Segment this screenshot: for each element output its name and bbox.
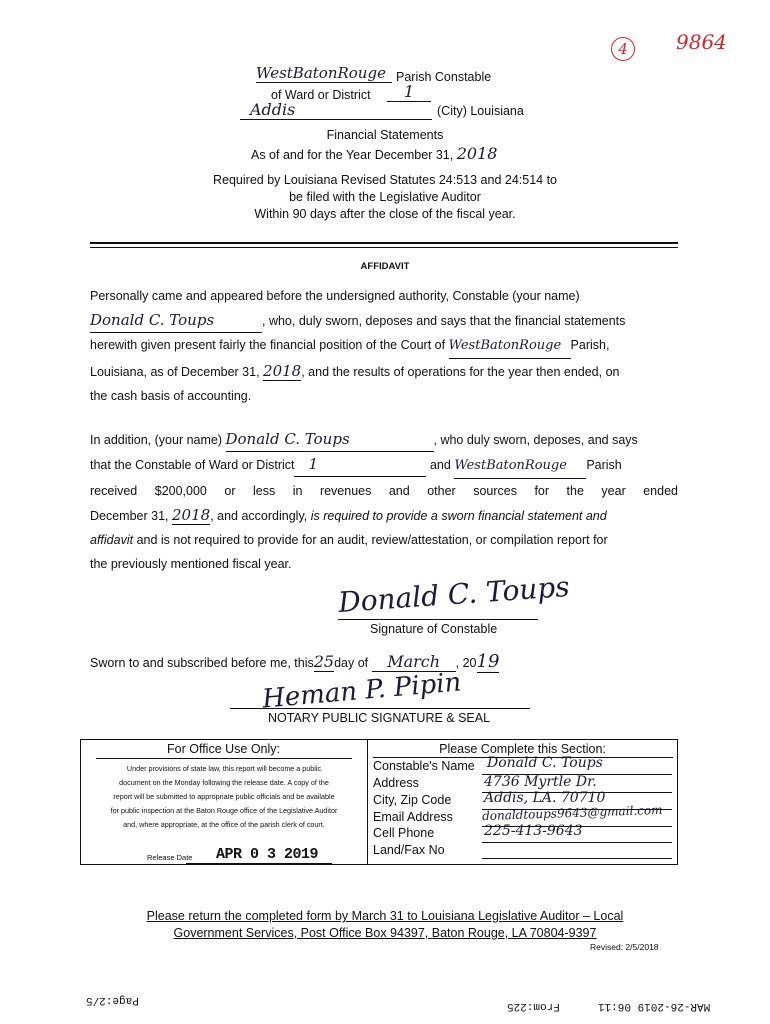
sworn-year: 19: [476, 651, 500, 672]
sworn-text-a: Sworn to and subscribed before me, this: [90, 656, 314, 670]
p1-year: 2018: [263, 362, 302, 380]
address-value: 4736 Myrtle Dr.: [484, 774, 597, 790]
p2-text-g: December 31,: [90, 509, 169, 523]
office-note-line-1: Under provisions of state law, this report will become a public: [126, 764, 322, 773]
fax-page-number: Page:2/5: [86, 994, 139, 1006]
return-instructions: [90, 908, 680, 942]
p1-line-1: [90, 284, 678, 308]
affidavit-paragraph-1: [90, 284, 678, 408]
p1-text-e: Louisiana, as of December 31,: [90, 365, 260, 379]
affidavit-title: AFFIDAVIT: [360, 261, 410, 272]
notary-signature-line: [230, 708, 530, 709]
constable-signature: Donald C. Toups: [337, 569, 571, 620]
return-line-1: Please return the completed form by March 31 to Louisiana Legislative Auditor – Local: [146, 909, 624, 923]
office-note-line-2: document on the Monday following the release date. A copy of the: [119, 778, 329, 787]
p2-line-2: [90, 452, 678, 479]
header-divider-top: [90, 242, 678, 244]
email-value: donaldtoups9643@gmail.com: [481, 802, 663, 824]
city-line: [240, 102, 540, 122]
p2-text-k: and is not required to provide for an audit, review/attestation, or compilation report for: [136, 533, 608, 547]
parish-constable-label: Parish Constable: [396, 70, 492, 84]
city-value: Addis: [240, 100, 432, 120]
as-of-year: 2018: [456, 144, 498, 163]
constable-signature-label: Signature of Constable: [370, 622, 498, 636]
sworn-day: 25: [313, 652, 335, 671]
as-of-label: As of and for the Year December 31,: [251, 148, 454, 162]
p2-line-6: the previously mentioned fiscal year.: [90, 557, 292, 571]
revised-date: Revised: 2/5/2018: [590, 942, 659, 952]
address-label: Address: [373, 776, 419, 790]
p2-text-i: is required to provide a sworn financial statement and: [310, 509, 607, 523]
p2-text-b: , who duly sworn, deposes, and says: [433, 433, 638, 447]
p2-text-d: and: [429, 458, 451, 472]
reference-number: 9864: [676, 30, 727, 54]
financial-statements-title: Financial Statements: [326, 128, 444, 142]
p2-text-j: affidavit: [90, 533, 134, 547]
ward-label: of Ward or District: [271, 88, 371, 102]
statute-line-2: be filed with the Legislative Auditor: [289, 190, 481, 204]
p1-text-b: , who, duly sworn, deposes and says that the financial statements: [262, 314, 626, 328]
p2-line-5: [90, 528, 678, 552]
p2-line-1: [90, 427, 678, 452]
p2-parish-name: WestBatonRouge: [454, 454, 586, 479]
info-box-divider: [367, 739, 368, 865]
cell-phone-line: [482, 842, 672, 843]
p2-text-a: In addition, (your name): [90, 433, 223, 447]
p1-parish-name: WestBatonRouge: [449, 334, 571, 359]
p2-text-h: , and accordingly,: [210, 509, 308, 523]
release-date-stamp: APR 0 3 2019: [216, 846, 319, 863]
p2-text-e: Parish: [586, 458, 622, 472]
release-date-label: Release Date: [147, 853, 193, 862]
p2-ward: 1: [294, 452, 426, 477]
release-date-line: [186, 863, 332, 864]
return-line-2: Government Services, Post Office Box 94397, Baton Rouge, LA 70804-9397: [173, 926, 597, 940]
office-use-rule: [96, 758, 352, 759]
parish-value: WestBatonRouge: [256, 64, 392, 83]
fax-timestamp: MAR-26-2019 06:11: [598, 1000, 711, 1012]
p2-line-3: received $200,000 or less in revenues and other sources for the year ended: [90, 484, 678, 498]
constable-name-value: Donald C. Toups: [487, 755, 603, 771]
statute-line-3: Within 90 days after the close of the fiscal year.: [254, 207, 516, 221]
header-divider-bottom: [90, 247, 678, 248]
p2-text-c: that the Constable of Ward or District: [90, 458, 295, 472]
notary-signature-label: NOTARY PUBLIC SIGNATURE & SEAL: [268, 711, 491, 725]
city-zip-value: Addis, LA. 70710: [484, 790, 606, 806]
p1-line-5: the cash basis of accounting.: [90, 389, 252, 403]
p2-year: 2018: [172, 506, 211, 524]
sworn-text-c: , 20: [455, 656, 477, 670]
sworn-text-b: day of: [334, 656, 369, 670]
p1-text-f: , and the results of operations for the year then ended, on: [301, 365, 620, 379]
city-zip-label: City, Zip Code: [373, 793, 452, 807]
office-note-line-4: for public inspection at the Baton Rouge office of the Legislative Auditor: [110, 806, 338, 815]
p1-line-4: [90, 359, 678, 384]
notary-signature: Heman P. Pipin: [261, 667, 463, 715]
constable-name-label: Constable's Name: [373, 759, 475, 773]
contact-section-title: Please Complete this Section:: [439, 742, 606, 756]
city-louisiana-label: (City) Louisiana: [437, 104, 524, 118]
cell-phone-value: 225-413-9643: [484, 823, 583, 839]
p1-line-2: [90, 308, 678, 333]
p1-text-d: Parish,: [570, 338, 610, 352]
statute-line-1: Required by Louisiana Revised Statutes 24:513 and 24:514 to: [213, 173, 557, 187]
p1-constable-name: Donald C. Toups: [90, 308, 262, 333]
land-fax-label: Land/Fax No: [373, 843, 445, 857]
sworn-month: March: [372, 652, 456, 672]
fax-from: From:225: [507, 1000, 560, 1012]
affidavit-paragraph-2: [90, 427, 678, 576]
office-note-line-5: and, where appropriate, at the office of the parish clerk of court.: [123, 820, 325, 829]
as-of-line: [251, 144, 497, 163]
p1-text-c: herewith given present fairly the financial position of the Court of: [90, 338, 446, 352]
office-use-note: [84, 762, 364, 832]
cell-phone-label: Cell Phone: [373, 826, 435, 840]
email-label: Email Address: [373, 810, 453, 824]
office-note-line-3: report will be submitted to appropriate public officials and be available: [113, 792, 335, 801]
p1-text-a: Personally came and appeared before the undersigned authority, Constable (your name): [90, 289, 580, 303]
office-use-title: For Office Use Only:: [167, 742, 280, 756]
circled-page-number: 4: [611, 37, 635, 61]
p2-line-4: [90, 503, 678, 528]
ward-value: 1: [387, 82, 431, 102]
constable-signature-line: [338, 619, 538, 620]
p2-constable-name: Donald C. Toups: [226, 427, 434, 452]
p1-line-3: [90, 333, 678, 359]
statute-requirement: [185, 172, 585, 223]
land-fax-line: [482, 858, 672, 859]
